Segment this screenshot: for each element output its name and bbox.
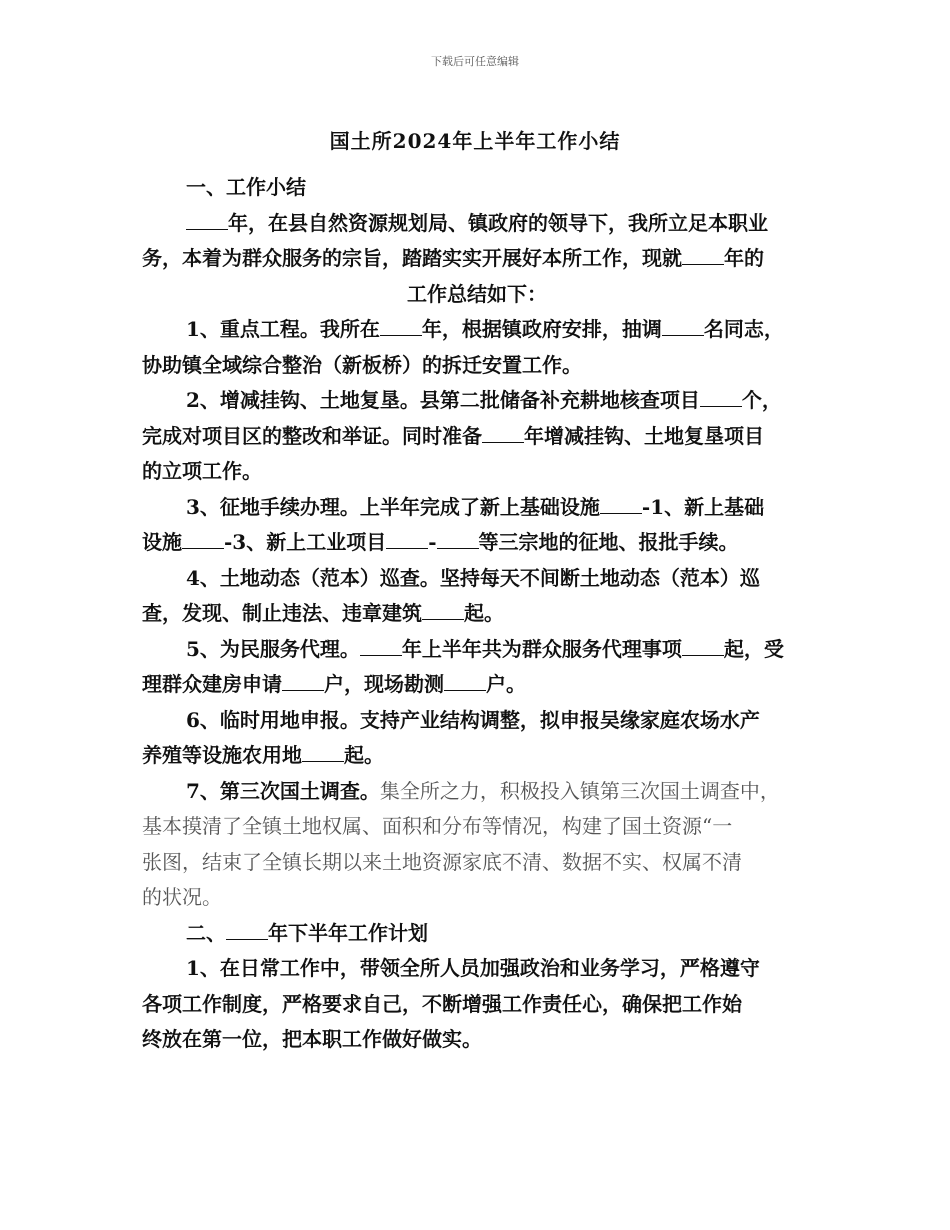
text-line: 3、征地手续办理。上半年完成了新上基础设施 -1、新上基础 <box>142 490 812 526</box>
fill-blank <box>226 917 268 940</box>
fill-blank <box>682 633 724 656</box>
list-item <box>142 312 812 383</box>
list-item <box>142 774 812 916</box>
intro-paragraph <box>142 206 812 313</box>
text-line: 5、为民服务代理。 年上半年共为群众服务代理事项 起，受 <box>142 632 812 668</box>
text-line: 的立项工作。 <box>142 459 262 483</box>
text-line: 完成对项目区的整改和举证。同时准备 年增减挂钩、土地复垦项目 <box>142 419 812 455</box>
fill-blank <box>700 384 742 407</box>
fill-blank <box>182 526 224 549</box>
list-item <box>142 561 812 632</box>
document-body <box>142 170 812 1058</box>
list-item <box>142 632 812 703</box>
fill-blank <box>662 313 704 336</box>
text-line: 设施 -3、新上工业项目 - 等三宗地的征地、报批手续。 <box>142 525 812 561</box>
text-line: 6、临时用地申报。支持产业结构调整，拟申报吴缘家庭农场水产 <box>186 707 760 732</box>
text-line: 4、土地动态（范本）巡查。坚持每天不间断土地动态（范本）巡 <box>186 565 760 590</box>
section-heading: 一、工作小结 <box>186 175 306 199</box>
text-line: 年，在县自然资源规划局、镇政府的领导下，我所立足本职业 <box>142 206 812 242</box>
fill-blank <box>302 739 344 762</box>
list-item <box>142 490 812 561</box>
fill-blank <box>682 242 724 265</box>
fill-blank <box>482 420 524 443</box>
text-line: 7、第三次国土调查。集全所之力，积极投入镇第三次国土调查中， <box>186 778 780 803</box>
fill-blank <box>282 668 324 691</box>
fill-blank <box>422 597 464 620</box>
text-line: 协助镇全域综合整治（新板桥）的拆迁安置工作。 <box>142 352 582 377</box>
fill-blank <box>444 668 486 691</box>
list-item <box>142 383 812 490</box>
list-item <box>142 703 812 774</box>
text-line: 务，本着为群众服务的宗旨，踏踏实实开展好本所工作，现就 年的 <box>142 241 812 277</box>
fill-blank <box>380 313 422 336</box>
text-line: 2、增减挂钩、土地复垦。县第二批储备补充耕地核查项目 个， <box>142 383 812 419</box>
text-line: 理群众建房申请 户，现场勘测 户。 <box>142 667 812 703</box>
page-header: 下载后可任意编辑 <box>431 55 519 68</box>
text-line: 终放在第一位，把本职工作做好做实。 <box>142 1027 482 1051</box>
section-heading: 二、 年下半年工作计划 <box>142 916 812 952</box>
list-item <box>142 951 812 1058</box>
text-line: 1、重点工程。我所在 年，根据镇政府安排，抽调 名同志， <box>142 312 812 348</box>
fill-blank <box>437 526 479 549</box>
text-line: 张图，结束了全镇长期以来土地资源家底不清、数据不实、权属不清 <box>142 849 742 874</box>
fill-blank <box>386 526 428 549</box>
text-line: 的状况。 <box>142 885 222 909</box>
text-line: 各项工作制度，严格要求自己，不断增强工作责任心，确保把工作始 <box>142 991 742 1016</box>
text-line: 查，发现、制止违法、违章建筑 起。 <box>142 596 812 632</box>
text-line: 1、在日常工作中，带领全所人员加强政治和业务学习，严格遵守 <box>186 956 760 980</box>
text-line: 基本摸清了全镇土地权属、面积和分布等情况，构建了国土资源“一 <box>142 814 733 838</box>
fill-blank <box>600 491 642 514</box>
text-line: 工作总结如下： <box>407 281 547 306</box>
fill-blank <box>186 207 228 230</box>
fill-blank <box>360 633 402 656</box>
text-line: 养殖等设施农用地 起。 <box>142 738 812 774</box>
document-title: 国土所2024年上半年工作小结 <box>329 129 621 153</box>
